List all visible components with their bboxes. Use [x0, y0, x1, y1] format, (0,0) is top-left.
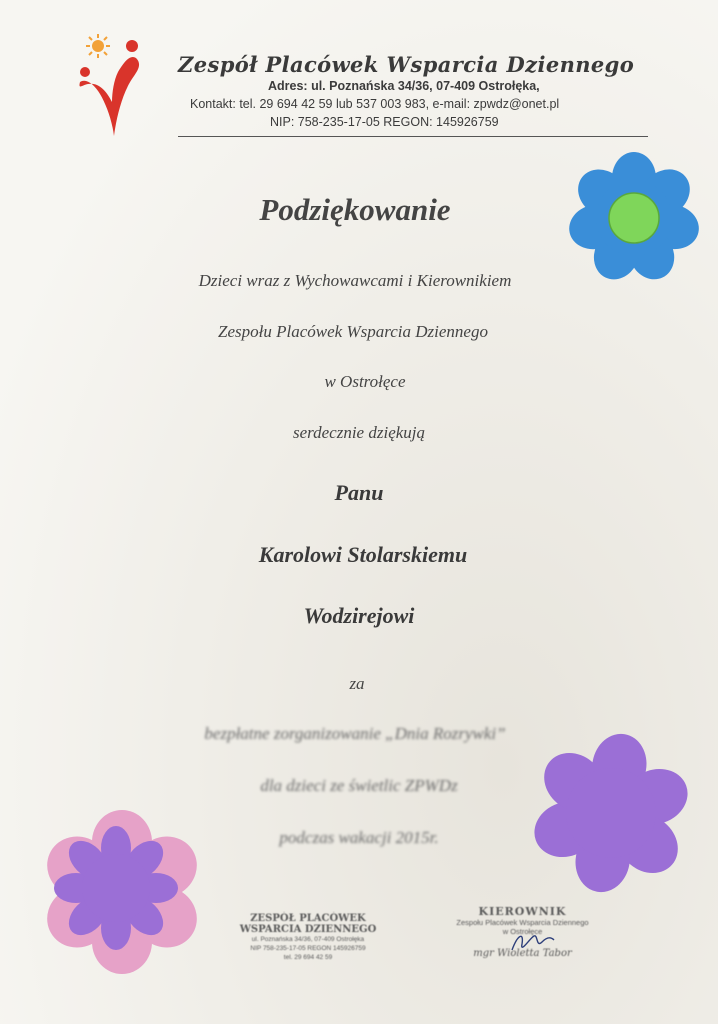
handwritten-signature-icon — [508, 928, 558, 958]
recipient-name: Karolowi Stolarskiemu — [258, 542, 468, 567]
stamp-right-line-2: Zespołu Placówek Wsparcia Dziennego — [456, 918, 589, 927]
letterhead — [0, 0, 718, 145]
letter-line-4: serdecznie dziękują — [292, 423, 426, 442]
organization-contact: Kontakt: tel. 29 694 42 59 lub 537 003 983, e-mail: zpwdz@onet.pl — [190, 97, 560, 111]
stamp-right-line-1: KIEROWNIK — [478, 905, 567, 918]
organization-name: Zespół Placówek Wsparcia Dziennego — [178, 52, 635, 77]
stamp-left-line-3: ul. Poznańska 34/36, 07-409 Ostrołęka — [251, 936, 365, 943]
header-divider — [178, 136, 648, 137]
recipient-role: Wodzirejowi — [303, 603, 415, 628]
organization-stamp — [238, 913, 378, 962]
organization-tax-ids: NIP: 758-235-17-05 REGON: 145926759 — [270, 115, 499, 129]
purple-flower-icon — [530, 732, 692, 894]
reason-line-2: dla dzieci ze świetlic ZPWDz — [260, 776, 458, 795]
recipient-salutation: Panu — [334, 480, 384, 505]
letter-line-1: Dzieci wraz z Wychowawcami i Kierownikiem — [198, 271, 512, 290]
stamp-left-line-4: NIP 758-235-17-05 REGON 145926759 — [250, 945, 366, 952]
letter-line-3: w Ostrołęce — [324, 372, 406, 391]
stamp-left-line-2: WSPARCIA DZIENNEGO — [239, 924, 377, 935]
reason-line-3: podczas wakacji 2015r. — [279, 828, 439, 847]
stamp-right-line-3: w Ostrołęce — [502, 927, 543, 936]
letter-title: Podziękowanie — [259, 192, 451, 227]
stamp-left-line-5: tel. 29 694 42 59 — [283, 954, 333, 961]
organization-address: Adres: ul. Poznańska 34/36, 07-409 Ostrołęka, — [268, 79, 540, 93]
organization-logo-icon — [72, 32, 150, 142]
stamp-left-line-1: ZESPÓŁ PLACÓWEK — [250, 913, 366, 924]
stamp-right-line-4: mgr Wioletta Tabor — [473, 948, 572, 959]
letter-za: za — [349, 674, 365, 693]
letter-line-2: Zespołu Placówek Wsparcia Dziennego — [218, 322, 488, 341]
reason-line-1: bezpłatne zorganizowanie „Dnia Rozrywki” — [204, 724, 506, 743]
